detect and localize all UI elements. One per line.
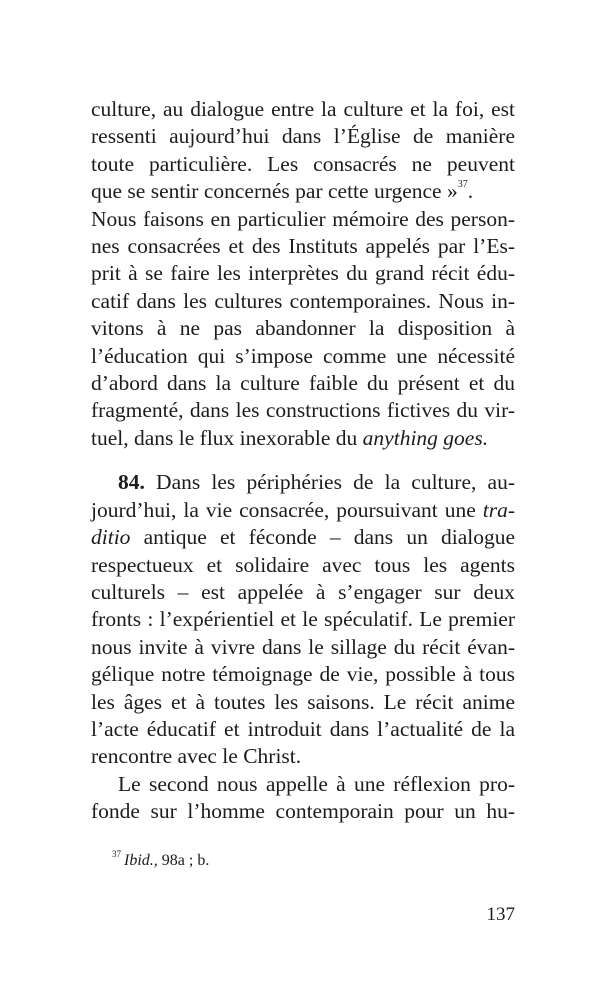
paragraph-84 [91,469,515,770]
page-body [91,96,515,826]
text-line: fronts : l’expérientiel et le spéculatif. Le premier [91,607,515,632]
text-line [91,469,515,496]
text-line: rencontre avec le Christ. [91,744,302,769]
text-line: d’abord dans la culture faible du présent et du [91,371,515,396]
text-line [91,425,515,452]
text-line: l’acte éducatif et introduit dans l’actualité de la [91,716,515,741]
text-line: nous invite à vivre dans le sillage du récit évan- [91,634,515,659]
text-line: les âges et à toutes les saisons. Le récit anime [91,689,515,714]
text-line [91,524,515,551]
text-line: vitons à ne pas abandonner la disposition à [91,316,515,341]
text-line: fragmenté, dans les constructions fictives du vir- [91,398,515,423]
text-fragment: jourd’hui, la vie consacrée, poursuivant une [91,497,483,522]
paragraph-3 [91,771,515,826]
italic-phrase: anything goes. [362,425,489,450]
page-number: 137 [486,904,515,925]
text-line: catif dans les cultures contemporaines. Nous in- [91,288,515,313]
paragraph-1 [91,96,515,452]
text-line: culture, au dialogue entre la culture et la foi, est [91,97,515,121]
text-fragment: que se sentir concernés par cette urgence » [91,179,458,204]
text-line: respectueux et solidaire avec tous les agents [91,552,515,577]
text-line: ressenti aujourd’hui dans l’Église de manière [91,124,515,149]
text-fragment: antique et féconde – dans un dialogue [130,525,515,550]
footnote-reference: 37 [457,179,468,191]
text-line [91,497,515,524]
text-line: nes consacrées et des Instituts appelés par l’Es- [91,234,515,259]
footnote-text: 98a ; b. [157,852,210,869]
italic-word: tra- [482,497,515,522]
text-line: toute particulière. Les consacrés ne peuvent [91,151,515,176]
text-fragment: . [467,179,474,204]
text-line: gélique notre témoignage de vie, possible à tous [91,662,515,687]
text-fragment: Dans les périphéries de la culture, au- [144,470,515,495]
text-line: culturels – est appelée à s’engager sur deux [91,579,515,604]
text-line: l’éducation qui s’impose comme une nécessité [91,343,515,368]
text-fragment: tuel, dans le flux inexorable du [91,425,363,450]
footnote [112,848,210,871]
section-number: 84. [118,470,145,495]
italic-word: ditio [91,525,131,550]
text-line: prit à se faire les interprètes du grand récit édu- [91,261,515,286]
text-line [91,178,515,205]
text-line: Nous faisons en particulier mémoire des person- [91,206,515,231]
footnote-ibid: Ibid., [124,852,158,869]
text-line: fonde sur l’homme contemporain pour un hu- [91,799,515,824]
paragraph-gap [91,452,515,469]
footnote-number: 37 [112,848,121,859]
text-line: Le second nous appelle à une réflexion pro- [118,771,515,796]
